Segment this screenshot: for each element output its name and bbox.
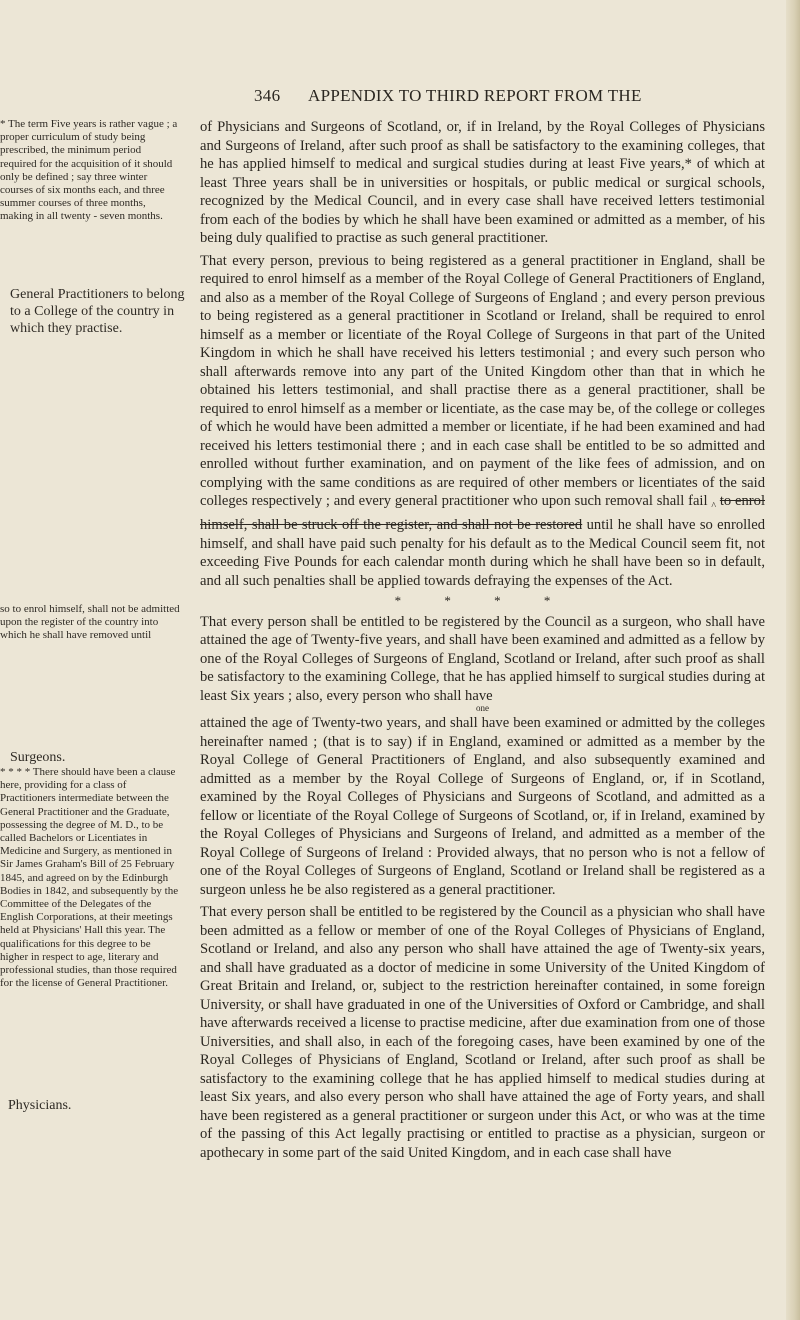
paragraph-surgeons	[200, 613, 765, 900]
running-head: APPENDIX TO THIRD REPORT FROM THE	[308, 86, 642, 105]
paragraph-gp-text: That every person, previous to being registered as a general practitioner in England, shall be required to enrol himself as a member of the Royal College of General Practitioners of England, and also as a member of the Royal College of Surgeons of England ; and every person previous to being registered as a general practitioner in Scotland or Ireland, shall be required to enrol himself as a member or licentiate of the Royal College of Surgeons in that part of the United Kingdom in which he shall have received his letters testimonial ; and every such person who shall afterwards remove into any part of the United Kingdom other than that in which he obtained his letters testimonial, and shall practise there as a general practitioner, shall be required to enrol himself as a member or licentiate, as the case may be, of the college or colleges of which he would have been admitted a member or licentiate, if he had been examined and had received his letters testimonial there ; and in each case shall be entitled to be so admitted and enrolled without further examination, and on payment of the like fees of admission, and on complying with the same conditions as are required of other members or licentiates of the said colleges respectively ; and every general practitioner who upon such removal shall fail	[200, 252, 765, 509]
margin-note-surgeons: * * * * There should have been a clause here, providing for a class of Practitioners intermediate between the General Practitioner and the Graduate, possessing the degree of M. D., to be called Bachelors or Licentiates in Medicine and Surgery, as mentioned in Sir James Graham's Bill of 25 February 1845, and agreed on by the Edinburgh Bodies in 1842, and subsequently by the Committee of the Delegates of the English Corporations, at their meetings held at Physicians' Hall this year. The qualifications for this degree to be higher in respect to age, literary and professional studies, than those required for the license of General Practitioner.	[0, 766, 179, 990]
paragraph-gp-continuation: until he shall have so enrolled himself, and shall have paid such penalty for his default as to the Medical Council seem fit, not exceeding Five Pounds for each calendar month during which he shall have been so in default, and all such penalties shall be applied towards defraying the expenses of the Act.	[200, 517, 765, 589]
margin-note-five-years: * The term Five years is rather vague ; a proper curriculum of study being prescribed, the minimum period required for the acquisition of it should only be defined ; say three winter courses of six months each, and three summer courses of three months, making in all twenty - seven months.	[0, 118, 178, 223]
interlinear-insertion: one	[476, 703, 489, 714]
margin-heading-physicians: Physicians.	[8, 1098, 72, 1113]
paragraph-surgeons-part2: attained the age of Twenty-two years, and shall have been examined or admitted by the colleges hereinafter named ; (that is to say) if in England, examined or admitted as a member by the Royal College of General Practitioners of England, and also subsequently examined and admitted as a member by the Royal College of Surgeons of England, or, if in Scotland, examined by the Royal Colleges of Physicians and Surgeons of Scotland, and admitted as a fellow or licentiate of the Royal College of Surgeons of Scotland, or, if in Ireland, examined by the Royal Colleges of Physicians and Surgeons of Ireland, and admitted as a member of the Royal College of Surgeons of Ireland : Provided always, that no person who is not a fellow of one of the Royal Colleges of Surgeons of England, Scotland or Ireland shall be registered as a surgeon unless he be also registered as a general practitioner.	[200, 715, 765, 898]
paragraph-colleges: of Physicians and Surgeons of Scotland, or, if in Ireland, by the Royal Colleges of Physicians and Surgeons of Ireland, after such proof as shall be satisfactory to the examining colleges, that he has applied himself to medical and surgical studies during at least Five years,* of which at least Three years shall be in universities or hospitals, or public medical or surgical schools, recognized by the Medical Council, and in every case shall have received letters testimonial from each of the bodies by which he shall have been examined or admitted as a member, of his being duly qualified to practise as such general practitioner.	[200, 119, 765, 246]
page-number: 346	[254, 86, 281, 105]
margin-note-removal: so to enrol himself, shall not be admitted upon the register of the country into which he shall have removed until	[0, 603, 180, 642]
paragraph-general-practitioners	[200, 252, 765, 591]
page-edge-shadow	[786, 0, 800, 1320]
margin-heading-general-practitioners: General Practitioners to belong to a College of the country in which they practise.	[10, 287, 185, 336]
paragraph-physicians: That every person shall be entitled to be registered by the Council as a physician who shall have been admitted as a fellow or member of one of the Royal Colleges of Physicians of England, Scotland or Ireland, and also any person who shall have attained the age of Twenty-six years, and shall have graduated as a doctor of medicine in some University of the United Kingdom of Great Britain and Ireland, or, subject to the restriction hereinafter contained, in some foreign University, or shall have graduated in one of the Universities of Oxford or Cambridge, and shall have afterwards received a license to practise medicine, after due examination from one of those Universities, and shall also, in each of the foregoing cases, have been examined by one of the Royal Colleges of Physicians of England, Scotland or Ireland, after such proof as shall be satisfactory to the examining college that he has applied himself to medical studies during at least Six years, and also every person who shall have attained the age of Forty years, and shall have been registered as a general practitioner or surgeon under this Act, or who was at the time of the passing of this Act legally practising or entitled to practise as a physician, surgeon or apothecary in some part of the said United Kingdom, and in each case shall have	[200, 904, 765, 1161]
main-text	[200, 118, 765, 1166]
insertion-caret: ^	[711, 500, 717, 512]
margin-heading-surgeons: Surgeons.	[10, 750, 66, 765]
struck-out-text: to enrol himself, shall be struck off the register, and shall not be restored	[200, 493, 765, 534]
paragraph-surgeons-part1: That every person shall be entitled to be registered by the Council as a surgeon, who shall have attained the age of Twenty-five years, and shall have been examined and admitted as a fellow by one of the Royal Colleges of Surgeons of England, Scotland or Ireland, after such proof as shall be satisfactory to the examining College, that he has applied himself to surgical studies during at least Six years ; also, every person who shall have	[200, 613, 765, 704]
omission-stars: * * * *	[394, 593, 571, 609]
